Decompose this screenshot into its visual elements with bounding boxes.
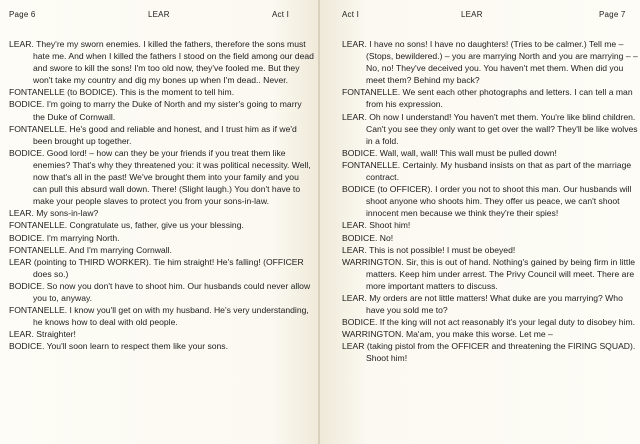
speech-text: If the king will not act reasonably it's your legal duty to disobey him.: [379, 317, 636, 328]
speaker-name: FONTANELLE.: [9, 123, 68, 134]
speech: [342, 232, 640, 244]
speaker-name: FONTANELLE.: [9, 305, 68, 316]
speech-text: This is not possible! I must be obeyed!: [369, 244, 516, 255]
speech-text: You'll soon learn to respect them like your sons.: [46, 341, 228, 352]
speaker-name: FONTANELLE.: [9, 244, 68, 255]
speech: [9, 207, 315, 219]
speaker-name: FONTANELLE.: [9, 220, 68, 231]
speech: [9, 86, 315, 98]
speaker-name: BODICE.: [342, 147, 378, 158]
speech: [342, 292, 640, 316]
speaker-name: FONTANELLE: [9, 87, 65, 98]
speech: [9, 38, 315, 86]
speech-text: Straighter!: [36, 329, 76, 340]
speech-text: Shoot him!: [369, 220, 411, 231]
left-page-text: [9, 38, 315, 352]
speech: [9, 98, 315, 122]
right-running-title: LEAR: [461, 10, 483, 19]
speaker-name: LEAR.: [9, 208, 34, 219]
speaker-name: FONTANELLE.: [342, 159, 401, 170]
speech-text: I'm marrying North.: [46, 232, 120, 243]
speech: [342, 159, 640, 183]
speech-text: Congratulate us, father, give us your blessing.: [69, 220, 244, 231]
speech: [342, 111, 640, 147]
speaker-name: LEAR.: [9, 39, 34, 49]
speech-text: My orders are not little matters! What duke are you marrying? Who have you sold me to?: [366, 292, 623, 316]
left-act-label: Act I: [272, 10, 290, 19]
speech: [342, 256, 640, 292]
speech-text: Sir, this is out of hand. Nothing's gained by being firm in little matters. Keep him under arrest. The Privy Council will meet. There are more important matters to discuss.: [366, 256, 636, 291]
speaker-name: FONTANELLE.: [342, 87, 401, 98]
right-page-number: Page 7: [599, 10, 626, 19]
speech: [9, 304, 315, 328]
speech-text: Oh now I understand! You haven't met them. You're like blind children. Can't you see they only want to get over the wall? They'll be like wolves in a fold.: [366, 111, 638, 146]
speech-text: They're my sworn enemies. I killed the fathers, therefore the sons must hate me. And when I killed the fathers I stood on the field among our dead and swore to kill the sons! I'm too old now, they've fooled me. But they won't take my country and dig my bones up when I'm dead.. Never.: [33, 39, 314, 86]
speech-text: We sent each other photographs and letters. I can tell a man from his expression.: [366, 87, 633, 110]
speaker-name: BODICE.: [9, 341, 45, 352]
speech-text: Certainly. My husband insists on that as part of the marriage contract.: [366, 159, 632, 183]
right-page-text: [342, 38, 640, 365]
speech: [9, 123, 315, 147]
speech: [342, 219, 640, 231]
speech: [9, 232, 315, 244]
speaker-name: LEAR.: [342, 244, 367, 255]
speaker-name: BODICE.: [342, 232, 378, 243]
speaker-name: BODICE.: [9, 232, 45, 243]
speech: [342, 316, 640, 328]
speech: [9, 219, 315, 231]
speech-text: (taking pistol from the OFFICER and threatening the FIRING SQUAD). Shoot him!: [366, 341, 636, 364]
speech: [9, 244, 315, 256]
speaker-name: LEAR: [9, 256, 32, 267]
speech: [342, 86, 640, 110]
speech-text: (to BODICE). This is the moment to tell him.: [67, 87, 235, 98]
speech-text: (pointing to THIRD WORKER). Tie him straight! He's falling! (OFFICER does so.): [33, 256, 304, 279]
left-running-title: LEAR: [148, 10, 170, 19]
speaker-name: BODICE.: [9, 280, 45, 291]
speech: [9, 280, 315, 304]
right-page: [320, 0, 640, 444]
speech-text: Ma'am, you make this worse. Let me –: [405, 329, 553, 340]
speech: [342, 328, 640, 340]
speech-text: He's good and reliable and honest, and I trust him as if we'd been brought up together.: [33, 123, 297, 146]
speech: [342, 183, 640, 219]
speech: [342, 244, 640, 256]
speaker-name: LEAR.: [342, 292, 367, 303]
speaker-name: BODICE.: [9, 99, 45, 110]
speech: [9, 328, 315, 340]
speech-text: I know you'll get on with my husband. He's very understanding, he knows how to deal with old people.: [33, 305, 309, 328]
speech: [342, 340, 640, 364]
speech: [9, 147, 315, 207]
speech: [342, 38, 640, 86]
speaker-name: LEAR.: [342, 39, 367, 49]
speech-text: My sons-in-law?: [36, 208, 99, 219]
speech: [9, 256, 315, 280]
speech-text: And I'm marrying Cornwall.: [69, 244, 172, 255]
left-page-number: Page 6: [9, 10, 36, 19]
speech-text: (to OFFICER). I order you not to shoot this man. Our husbands will shoot anyone who shoots him. They offer us peace, we can't shoot innocent men because we think they're their spies!: [366, 184, 632, 219]
speaker-name: LEAR.: [342, 220, 367, 231]
speaker-name: BODICE.: [342, 317, 378, 328]
speaker-name: BODICE: [342, 184, 375, 195]
speech: [9, 340, 315, 352]
speaker-name: WARRINGTON.: [342, 329, 404, 340]
speaker-name: LEAR.: [9, 329, 34, 340]
right-act-label: Act I: [342, 10, 360, 19]
speech-text: So now you don't have to shoot him. Our husbands could never allow you to, anyway.: [33, 280, 311, 303]
speech-text: Wall, wall, wall! This wall must be pulled down!: [379, 147, 557, 158]
speech-text: I have no sons! I have no daughters! (Tries to be calmer.) Tell me – (Stops, bewildered.) – you are marrying North and you are marrying – – No, no! They've deceived you. You haven't met them. When did you meet them? Behind my back?: [366, 39, 638, 86]
speaker-name: LEAR.: [342, 111, 367, 122]
speech-text: No!: [379, 232, 394, 243]
speech-text: Good lord! – how can they be your friends if you treat them like enemies? That's why they threatened you: it was political necessity. Well, now that's all in the past! We've brought them into your family and you can pull this absurd wall down. There! (Slight laugh.) You don't have to make your people slaves to protect you from your sons-in-law.: [33, 147, 311, 207]
speech: [342, 147, 640, 159]
speaker-name: WARRINGTON.: [342, 256, 404, 267]
speech-text: I'm going to marry the Duke of North and my sister's going to marry the Duke of Cornwall.: [33, 99, 302, 122]
speaker-name: BODICE.: [9, 147, 45, 158]
speaker-name: LEAR: [342, 341, 365, 352]
